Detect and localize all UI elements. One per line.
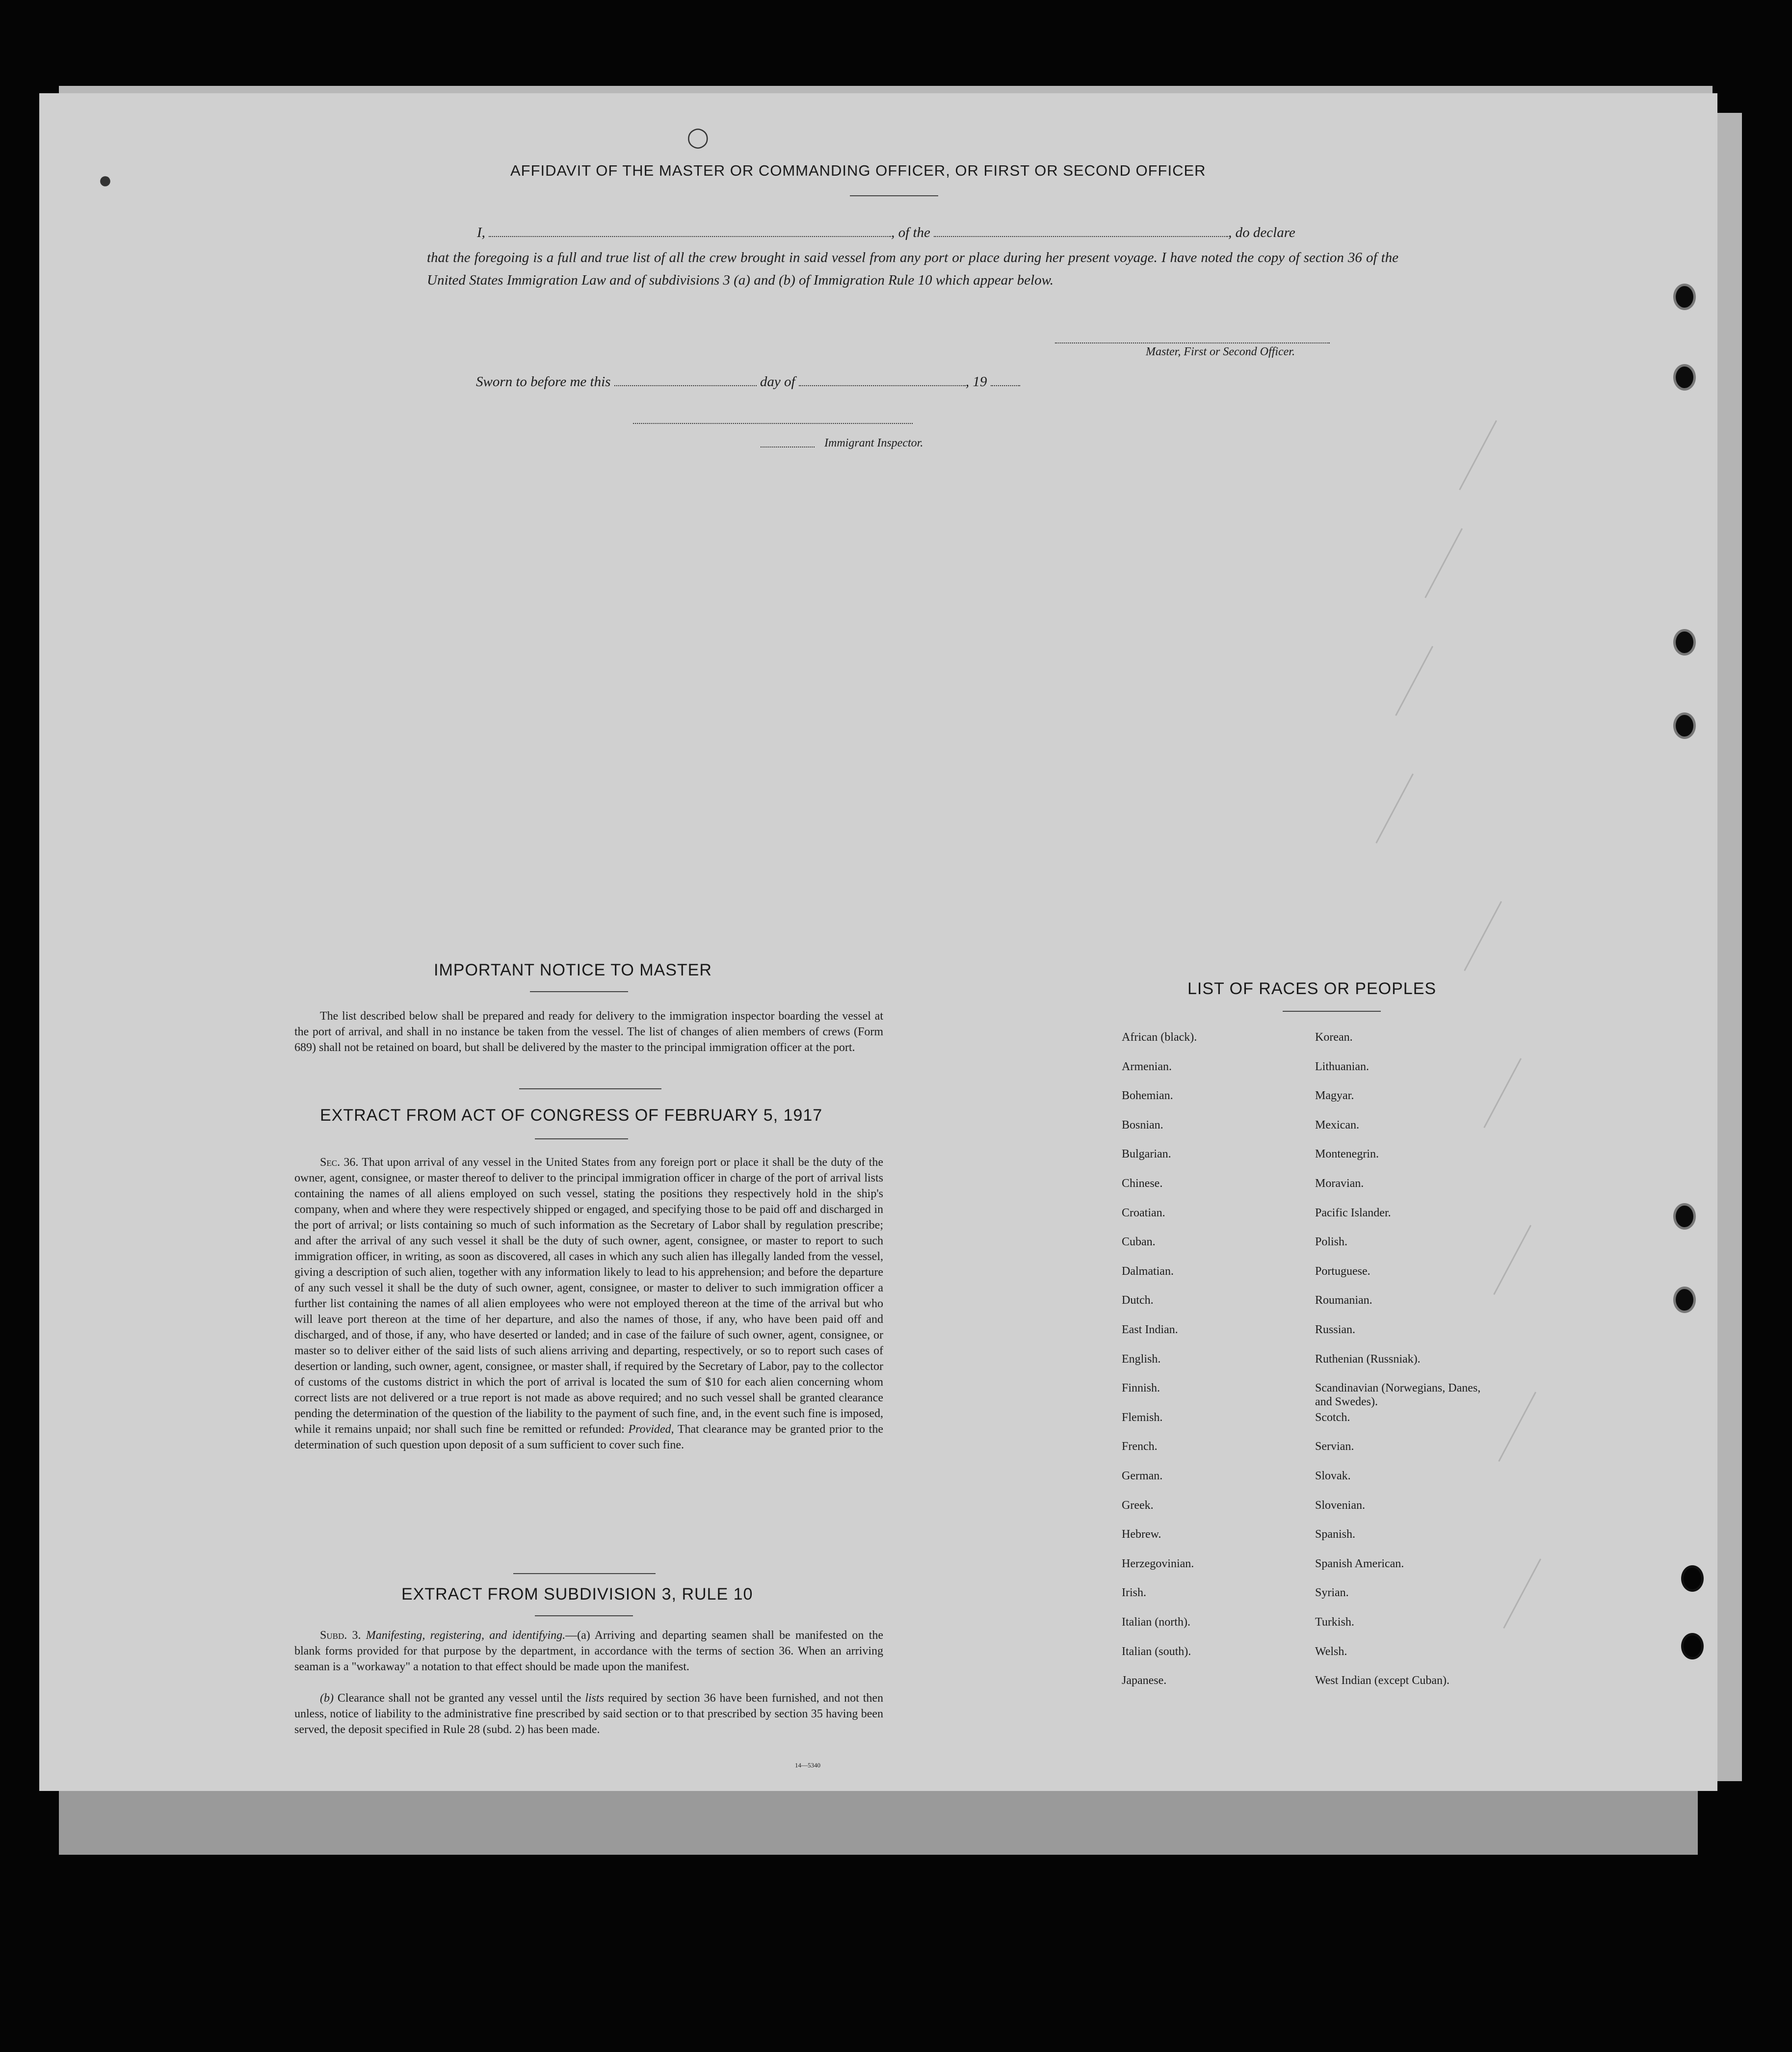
ink-dot-mark: ● bbox=[98, 167, 112, 193]
punch-hole-7 bbox=[1681, 1565, 1704, 1592]
affidavit-do-declare: , do declare bbox=[1228, 225, 1295, 240]
race-item-right-3: Mexican. bbox=[1315, 1119, 1359, 1131]
extract-rule-title: EXTRACT FROM SUBDIVISION 3, RULE 10 bbox=[401, 1585, 753, 1604]
subd-3-b-lists: lists bbox=[585, 1692, 605, 1705]
race-item-right-10: Russian. bbox=[1315, 1323, 1356, 1336]
subd-3-heading: Manifesting, registering, and identifying. bbox=[366, 1629, 566, 1642]
race-item-right-15: Slovak. bbox=[1315, 1470, 1351, 1482]
race-item-left-15: German. bbox=[1122, 1470, 1163, 1482]
race-item-left-2: Bohemian. bbox=[1122, 1089, 1173, 1102]
punch-hole-6 bbox=[1673, 1287, 1696, 1313]
pencil-stroke bbox=[1459, 420, 1502, 492]
race-item-right-5: Moravian. bbox=[1315, 1177, 1364, 1190]
race-item-right-1: Lithuanian. bbox=[1315, 1060, 1369, 1073]
race-item-left-5: Chinese. bbox=[1122, 1177, 1163, 1190]
race-item-left-3: Bosnian. bbox=[1122, 1119, 1163, 1131]
race-item-right-4: Montenegrin. bbox=[1315, 1148, 1379, 1160]
sworn-year-field[interactable] bbox=[991, 374, 1020, 386]
inspector-signature-field[interactable] bbox=[633, 423, 913, 424]
ink-circle-mark: ◯ bbox=[687, 126, 709, 148]
race-item-left-18: Herzegovinian. bbox=[1122, 1557, 1194, 1570]
back-sheet-bottom bbox=[59, 1786, 1698, 1855]
pencil-stroke bbox=[1424, 528, 1467, 600]
race-item-left-21: Italian (south). bbox=[1122, 1645, 1191, 1658]
subd-3-b-body-2: required by section 36 have been furnished, and not then unless, notice of liability to the administrative fine prescribed by said section or to that prescribed by section 35 having been served, the deposit specified in Rule 28 (subd. 2) has been made. bbox=[294, 1692, 884, 1736]
notice-title-rule bbox=[530, 991, 628, 992]
year-label: , 19 bbox=[965, 374, 987, 390]
race-item-left-20: Italian (north). bbox=[1122, 1616, 1190, 1629]
pencil-stroke bbox=[1375, 773, 1418, 845]
race-item-right-14: Servian. bbox=[1315, 1440, 1354, 1453]
race-item-right-19: Syrian. bbox=[1315, 1586, 1349, 1599]
subd-3-label: Subd. 3. bbox=[320, 1629, 361, 1642]
race-item-right-13: Scotch. bbox=[1315, 1411, 1350, 1424]
sworn-label: Sworn to before me this bbox=[476, 374, 611, 390]
race-item-right-21: Welsh. bbox=[1315, 1645, 1347, 1658]
affidavit-title-rule bbox=[850, 195, 938, 196]
race-item-left-9: Dutch. bbox=[1122, 1294, 1154, 1307]
provided-body: That clearance may be granted prior to the determination of such question upon deposit of a sum sufficient to cover such fine. bbox=[294, 1423, 883, 1451]
race-item-left-8: Dalmatian. bbox=[1122, 1265, 1174, 1278]
subd-3-b-text bbox=[294, 1690, 883, 1737]
extract-act-end-rule bbox=[513, 1573, 656, 1574]
affidavit-body: that the foregoing is a full and true list of all the crew brought in said vessel from any port or place during her present voyage. I have noted the copy of section 36 of the United States Immigration Law and of subdivisions 3 (a) and (b) of Immigration Rule 10 which appear below. bbox=[427, 250, 1398, 288]
extract-rule-rule bbox=[535, 1615, 633, 1616]
extract-act-text bbox=[294, 1155, 883, 1453]
race-item-left-12: Finnish. bbox=[1122, 1382, 1160, 1394]
race-item-left-4: Bulgarian. bbox=[1122, 1148, 1171, 1160]
notice-text: The list described below shall be prepared and ready for delivery to the immigration inspector boarding the vessel at the port of arrival, and shall in no instance be taken from the vessel. The list of changes of alien members of crews (Form 689) shall not be retained on board, but shall be delivered by the master to the principal immigration officer at the port. bbox=[294, 1010, 883, 1054]
notice-end-rule bbox=[519, 1088, 661, 1089]
extract-act-rule bbox=[535, 1138, 628, 1139]
race-item-left-7: Cuban. bbox=[1122, 1236, 1156, 1248]
extract-act-title: EXTRACT FROM ACT OF CONGRESS OF FEBRUARY 5, 1917 bbox=[320, 1106, 823, 1125]
race-item-right-11: Ruthenian (Russniak). bbox=[1315, 1353, 1421, 1366]
pencil-stroke bbox=[1483, 1058, 1526, 1130]
pencil-stroke bbox=[1498, 1392, 1541, 1464]
punch-hole-3 bbox=[1673, 629, 1696, 656]
races-title-rule bbox=[1283, 1011, 1381, 1012]
race-item-left-19: Irish. bbox=[1122, 1586, 1146, 1599]
race-item-right-6: Pacific Islander. bbox=[1315, 1207, 1391, 1219]
race-item-left-10: East Indian. bbox=[1122, 1323, 1178, 1336]
provided-label: Provided, bbox=[628, 1423, 674, 1436]
race-item-right-16: Slovenian. bbox=[1315, 1499, 1365, 1512]
subd-3-b-body-1: Clearance shall not be granted any vessel until the bbox=[337, 1692, 581, 1705]
affidavit-of-the: , of the bbox=[891, 225, 930, 240]
manifest-back-page bbox=[39, 93, 1717, 1791]
master-name-field[interactable] bbox=[489, 225, 891, 237]
sworn-line bbox=[476, 374, 1020, 390]
race-item-left-1: Armenian. bbox=[1122, 1060, 1172, 1073]
sworn-month-field[interactable] bbox=[799, 374, 966, 386]
race-item-right-9: Roumanian. bbox=[1315, 1294, 1372, 1307]
race-item-left-17: Hebrew. bbox=[1122, 1528, 1161, 1541]
punch-hole-5 bbox=[1673, 1203, 1696, 1230]
inspector-caption: Immigrant Inspector. bbox=[824, 437, 923, 449]
pencil-stroke bbox=[1493, 1225, 1536, 1297]
race-item-left-22: Japanese. bbox=[1122, 1674, 1167, 1687]
race-item-right-0: Korean. bbox=[1315, 1031, 1353, 1044]
master-signature-field[interactable] bbox=[1055, 342, 1330, 343]
pencil-stroke bbox=[1503, 1558, 1546, 1631]
race-item-right-7: Polish. bbox=[1315, 1236, 1348, 1248]
punch-hole-1 bbox=[1673, 284, 1696, 310]
race-item-right-20: Turkish. bbox=[1315, 1616, 1354, 1629]
race-item-left-13: Flemish. bbox=[1122, 1411, 1163, 1424]
race-item-right-18: Spanish American. bbox=[1315, 1557, 1404, 1570]
pencil-stroke bbox=[1464, 901, 1506, 973]
form-number: 14—5340 bbox=[795, 1762, 820, 1769]
affidavit-title: AFFIDAVIT OF THE MASTER OR COMMANDING OFFICER, OR FIRST OR SECOND OFFICER bbox=[510, 162, 1206, 179]
day-of-label: day of bbox=[760, 374, 795, 390]
section-36-label: Sec. 36. bbox=[320, 1156, 359, 1169]
subd-3-a-body: —(a) Arriving and departing seamen shall be manifested on the blank forms provided for that purpose by the department, in accordance with the terms of section 36. When an arriving seaman is a "workaway" a notation to that effect should be made upon the manifest. bbox=[294, 1629, 883, 1673]
race-item-right-22: West Indian (except Cuban). bbox=[1315, 1674, 1449, 1687]
race-item-right-12: Scandinavian (Norwegians, Danes, and Swedes). bbox=[1315, 1382, 1481, 1408]
race-item-left-0: African (black). bbox=[1122, 1031, 1197, 1044]
vessel-name-field[interactable] bbox=[934, 225, 1228, 237]
pencil-stroke bbox=[1395, 646, 1438, 718]
subd-3-a-text bbox=[294, 1628, 883, 1675]
punch-hole-2 bbox=[1673, 364, 1696, 391]
races-title: LIST OF RACES OR PEOPLES bbox=[1187, 979, 1437, 998]
sworn-day-field[interactable] bbox=[614, 374, 757, 386]
race-item-right-17: Spanish. bbox=[1315, 1528, 1356, 1541]
section-36-body: That upon arrival of any vessel in the United States from any foreign port or place it shall be the duty of the owner, agent, consignee, or master thereof to deliver to the principal immigration officer in charge of the port of arrival lists containing the names of all aliens employed on such vessel, stating the positions they respectively hold in the ship's company, when and where they were respectively shipped or engaged, and specifying those to be paid off and discharged in the port of arrival; or lists containing so much of such information as the Secretary of Labor shall by regulation prescribe; and after the arrival of any such vessel it shall be the duty of such owner, agent, consignee, or master to report to such immigration officer, in writing, as soon as discovered, all cases in which any such alien has illegally landed from the vessel, giving a description of such alien, together with any information likely to lead to his apprehension; and before the departure of any such vessel it shall be the duty of such owner, agent, consignee, or master to deliver to such immigration officer a further list containing the names of all alien employees who were not employed thereon at the time of the arrival but who will leave port thereon at the time of her departure, and also the names of those, if any, who have been paid off and discharged, and of those, if any, who have deserted or landed; and in case of the failure of such owner, agent, consignee, or master so to deliver either of the said lists of such aliens arriving and departing, respectively, or so to report such cases of desertion or landing, such owner, agent, consignee, or master shall, if required by the Secretary of Labor, pay to the collector of customs of the customs district in which the port of arrival is located the sum of $10 for each alien concerning whom correct lists are not delivered or a true report is not made as above required; and no such vessel shall be granted clearance pending the determination of the question of the liability to the payment of such fine, and, in the event such fine is imposed, while it remains unpaid; nor shall such fine be remitted or refunded: bbox=[294, 1156, 883, 1436]
race-item-left-11: English. bbox=[1122, 1353, 1161, 1366]
punch-hole-8 bbox=[1681, 1633, 1704, 1659]
master-signature-caption: Master, First or Second Officer. bbox=[1146, 345, 1295, 358]
subd-3-b-label: (b) bbox=[320, 1692, 334, 1705]
race-item-left-6: Croatian. bbox=[1122, 1207, 1165, 1219]
affidavit-i-label: I, bbox=[477, 225, 485, 240]
race-item-left-14: French. bbox=[1122, 1440, 1158, 1453]
notice-title: IMPORTANT NOTICE TO MASTER bbox=[434, 961, 712, 979]
race-item-right-2: Magyar. bbox=[1315, 1089, 1354, 1102]
race-item-right-8: Portuguese. bbox=[1315, 1265, 1370, 1278]
race-item-left-16: Greek. bbox=[1122, 1499, 1154, 1512]
affidavit-declare-line bbox=[477, 225, 1295, 241]
punch-hole-4 bbox=[1673, 712, 1696, 739]
